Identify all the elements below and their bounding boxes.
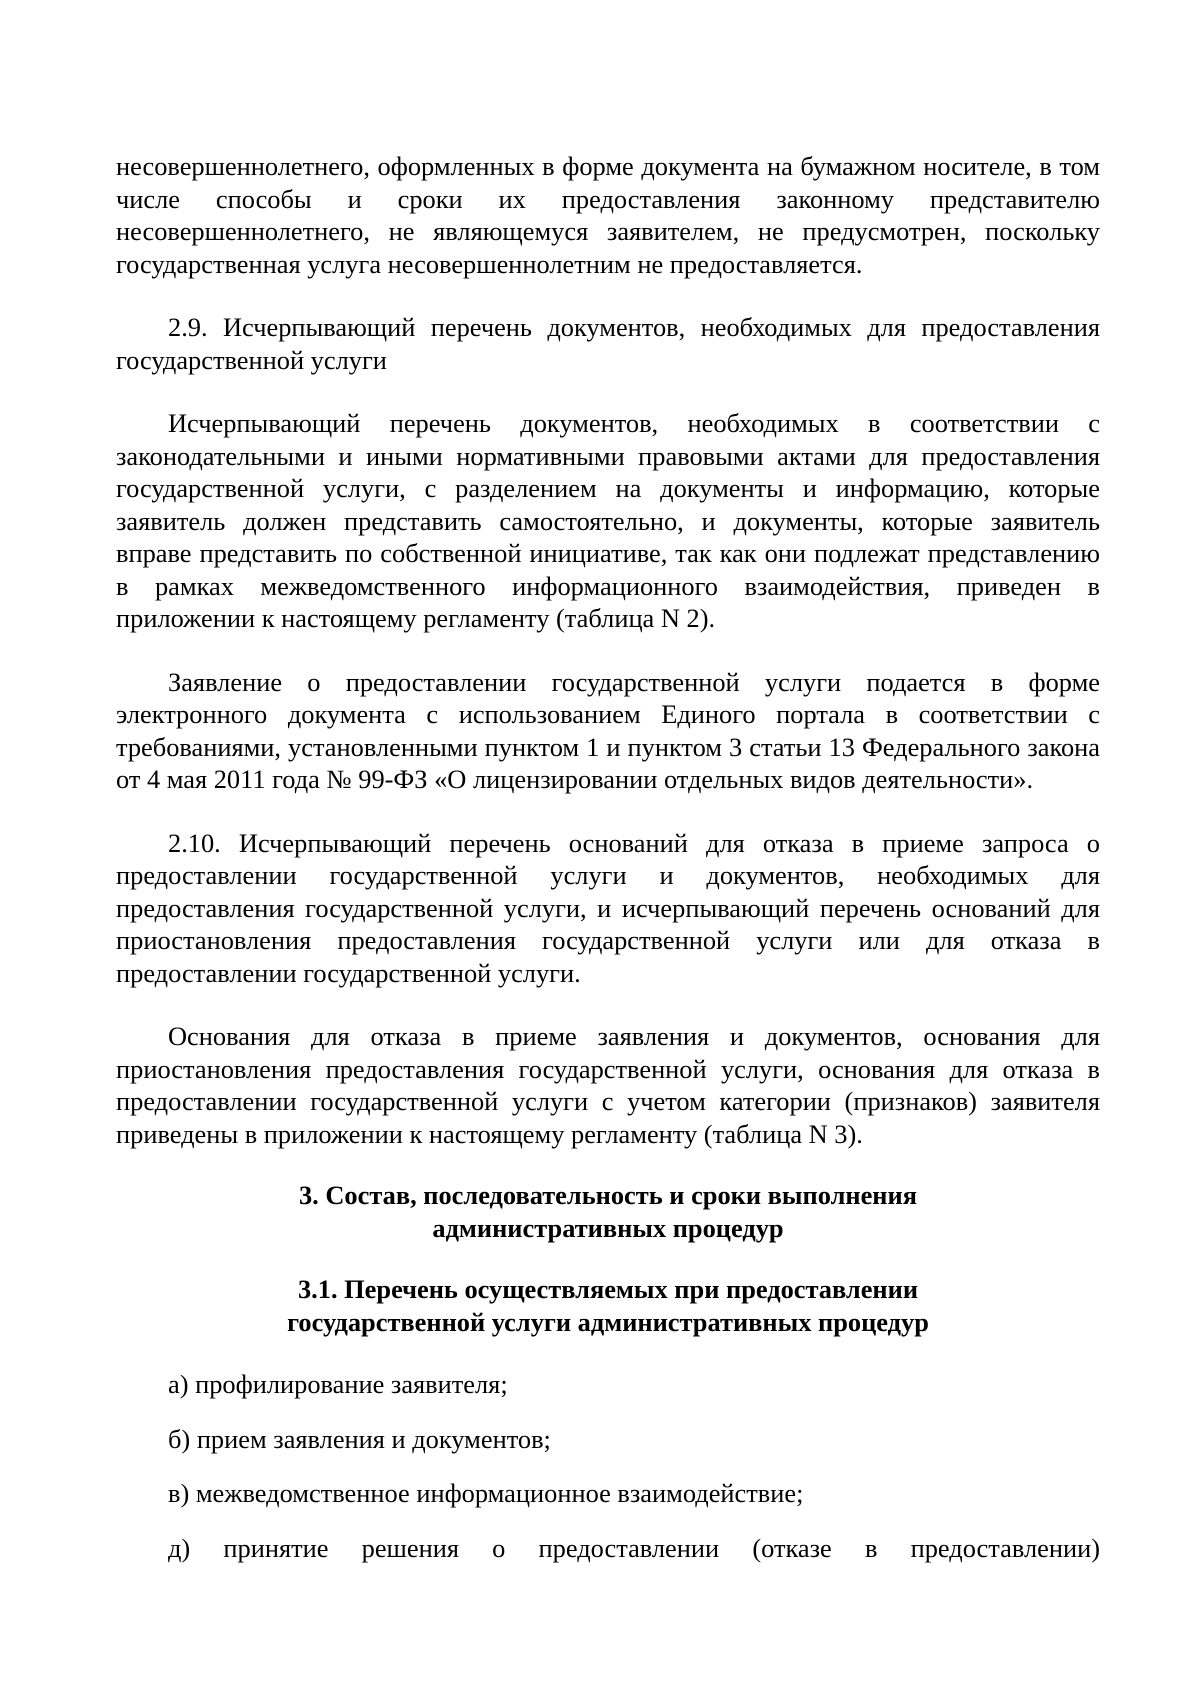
- paragraph-documents-list: Исчерпывающий перечень документов, необходимых в соответствии с законодательными и иными нормативными правовыми актами для предоставления государственной услуги, с разделением на документы и информацию, которые заявитель должен представить самостоятельно, и документы, которые заявитель вправе представить по собственной инициативе, так как они подлежат представлению в рамках межведомственного информационного взаимодействия, приведен в приложении к настоящему регламенту (таблица N 2).: [116, 408, 1100, 633]
- list-item-d: д) принятие решения о предоставлении (отказе в предоставлении): [168, 1532, 1100, 1563]
- paragraph-application: Заявление о предоставлении государственной услуги подается в форме электронного документа с использованием Единого портала в соответствии с требованиями, установленными пунктом 1 и пунктом 3 статьи 13 Федерального закона от 4 мая 2011 года № 99-ФЗ «О лицензировании отдельных видов деятельности».: [116, 666, 1100, 794]
- list-item-v: в) межведомственное информационное взаимодействие;: [168, 1478, 804, 1508]
- section-3-heading-line1: 3. Состав, последовательность и сроки выполнения: [298, 1180, 917, 1210]
- section-3-heading-line2: административных процедур: [432, 1212, 784, 1243]
- paragraph-grounds: Основания для отказа в приеме заявления и документов, основания для приостановления предоставления государственной услуги, основания для отказа в предоставлении государственной услуги с учетом категории (признаков) заявителя приведены в приложении к настоящему регламенту (таблица N 3).: [116, 1021, 1100, 1149]
- section-3-1-heading-line2: государственной услуги административных процедур: [287, 1306, 929, 1337]
- section-3-1-heading-line1: 3.1. Перечень осуществляемых при предоставлении: [297, 1274, 919, 1304]
- list-item-b: б) прием заявления и документов;: [168, 1423, 551, 1454]
- section-3-heading: [116, 1179, 1100, 1244]
- paragraph-2-9: 2.9. Исчерпывающий перечень документов, необходимых для предоставления государственной услуги: [116, 312, 1100, 375]
- paragraph-2-10: 2.10. Исчерпывающий перечень оснований для отказа в приеме запроса о предоставлении государственной услуги и документов, необходимых для предоставления государственной услуги, и исчерпывающий перечень оснований для приостановления предоставления государственной услуги или для отказа в предоставлении государственной услуги.: [116, 827, 1100, 988]
- list-item-a: а) профилирование заявителя;: [168, 1369, 508, 1399]
- section-3-1-heading: [116, 1273, 1100, 1338]
- paragraph-continuation: несовершеннолетнего, оформленных в форме документа на бумажном носителе, в том числе способы и сроки их предоставления законному представителю несовершеннолетнего, не являющемуся заявителем, не предусмотрен, поскольку государственная услуга несовершеннолетним не предоставляется.: [116, 151, 1100, 279]
- document-body: [116, 150, 1100, 1564]
